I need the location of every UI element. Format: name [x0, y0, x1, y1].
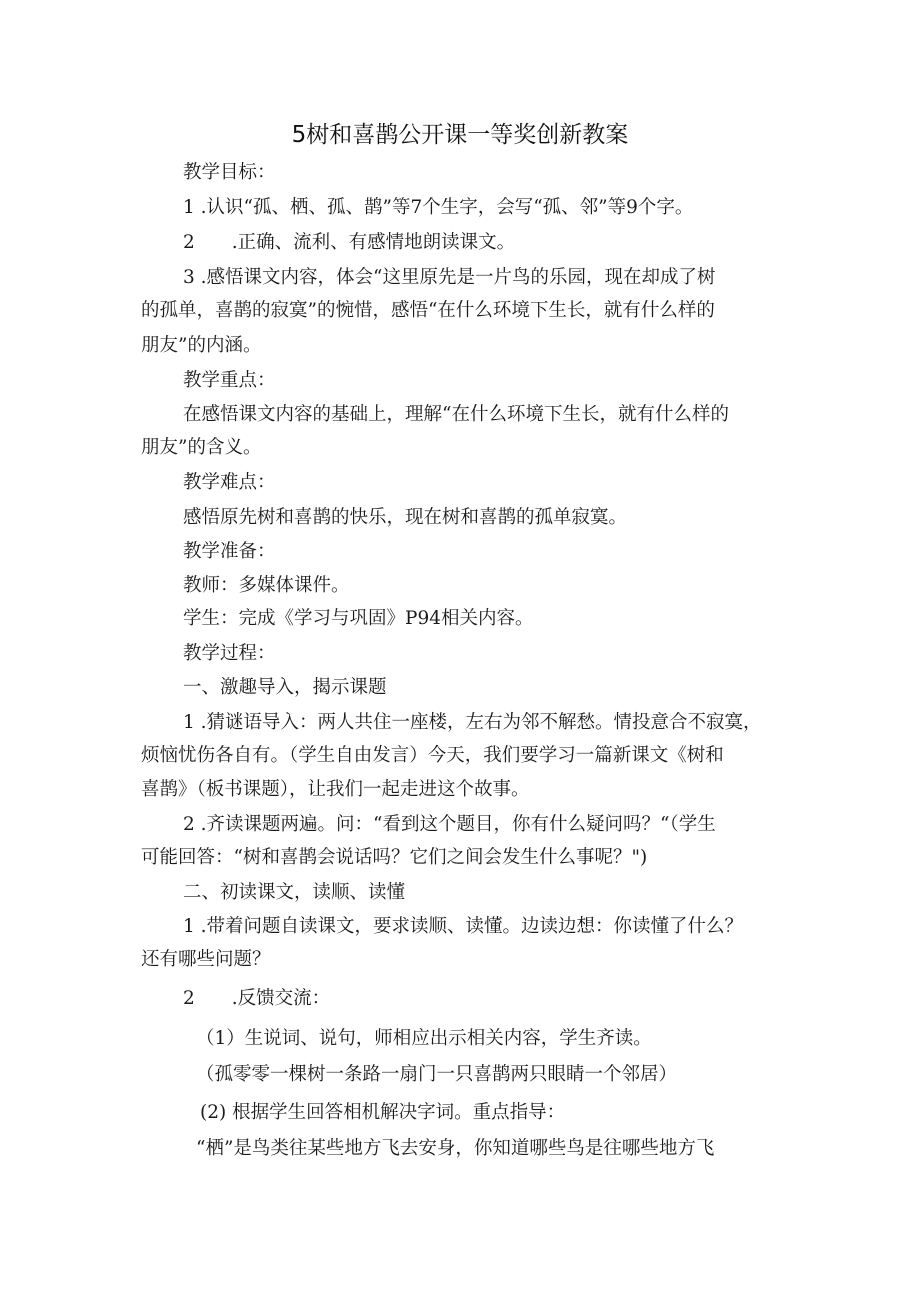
process-2-2-heading: 2 .反馈交流： [183, 988, 331, 1009]
preparation-student: 学生：完成《学习与巩固》P94相关内容。 [183, 608, 534, 629]
process-2-2-step-1: （1）生说词、说句，师相应出示相关内容，学生齐读。 [196, 1028, 652, 1049]
section-heading-goals: 教学目标： [183, 162, 276, 183]
process-2-1-line-2: 还有哪些问题？ [141, 949, 271, 970]
process-part-2-heading: 二、初读课文，读顺、读懂 [183, 882, 406, 903]
process-2-1-line-1: 1 .带着问题自读课文，要求读顺、读懂。边读边想：你读懂了什么？ [183, 916, 744, 937]
key-point-line-1: 在感悟课文内容的基础上，理解“在什么环境下生长，就有什么样的 [183, 404, 729, 425]
goal-item-1: 1 .认识“孤、栖、孤、鹊”等7个生字，会写“孤、邻”等9个字。 [183, 197, 694, 218]
process-1-2-line-2: 可能回答：“树和喜鹊会说话吗？它们之间会发生什么事呢？") [141, 847, 648, 868]
goal-item-2: 2 .正确、流利、有感情地朗读课文。 [183, 232, 516, 253]
process-1-1-line-3: 喜鹊》（板书课题），让我们一起走进这个故事。 [141, 779, 530, 800]
section-heading-key-points: 教学重点： [183, 370, 276, 391]
key-point-line-2: 朋友”的含义。 [141, 437, 262, 458]
process-1-2-line-1: 2 .齐读课题两遍。问：“看到这个题目，你有什么疑问吗？“（学生 [183, 814, 716, 835]
difficulty-line: 感悟原先树和喜鹊的快乐，现在树和喜鹊的孤单寂寞。 [183, 507, 628, 528]
goal-item-3-line-2: 的孤单，喜鹊的寂寞”的惋惜，感悟“在什么环境下生长，就有什么样的 [141, 300, 715, 321]
goal-item-3-line-1: 3 .感悟课文内容，体会“这里原先是一片鸟的乐园，现在却成了树 [183, 267, 716, 288]
process-2-2-step-2: (2) 根据学生回答相机解决字词。重点指导： [200, 1102, 566, 1123]
process-1-1-line-1: 1 .猜谜语导入：两人共住一座楼，左右为邻不解愁。情投意合不寂寞， [183, 712, 762, 733]
process-2-2-explanation: “栖”是鸟类往某些地方飞去安身，你知道哪些鸟是往哪些地方飞 [196, 1138, 715, 1159]
section-heading-process: 教学过程： [183, 643, 276, 664]
process-2-2-word-list: （孤零零一棵树一条路一扇门一只喜鹊两只眼睛一个邻居） [196, 1064, 678, 1085]
preparation-teacher: 教师：多媒体课件。 [183, 575, 350, 596]
process-part-1-heading: 一、激趣导入，揭示课题 [183, 677, 387, 698]
goal-item-3-line-3: 朋友”的内涵。 [141, 335, 262, 356]
document-title: 5树和喜鹊公开课一等奖创新教案 [291, 122, 629, 148]
process-1-1-line-2: 烦恼忧伤各自有。（学生自由发言）今天，我们要学习一篇新课文《树和 [141, 745, 724, 766]
section-heading-difficulties: 教学难点： [183, 472, 276, 493]
section-heading-preparation: 教学准备： [183, 541, 276, 562]
